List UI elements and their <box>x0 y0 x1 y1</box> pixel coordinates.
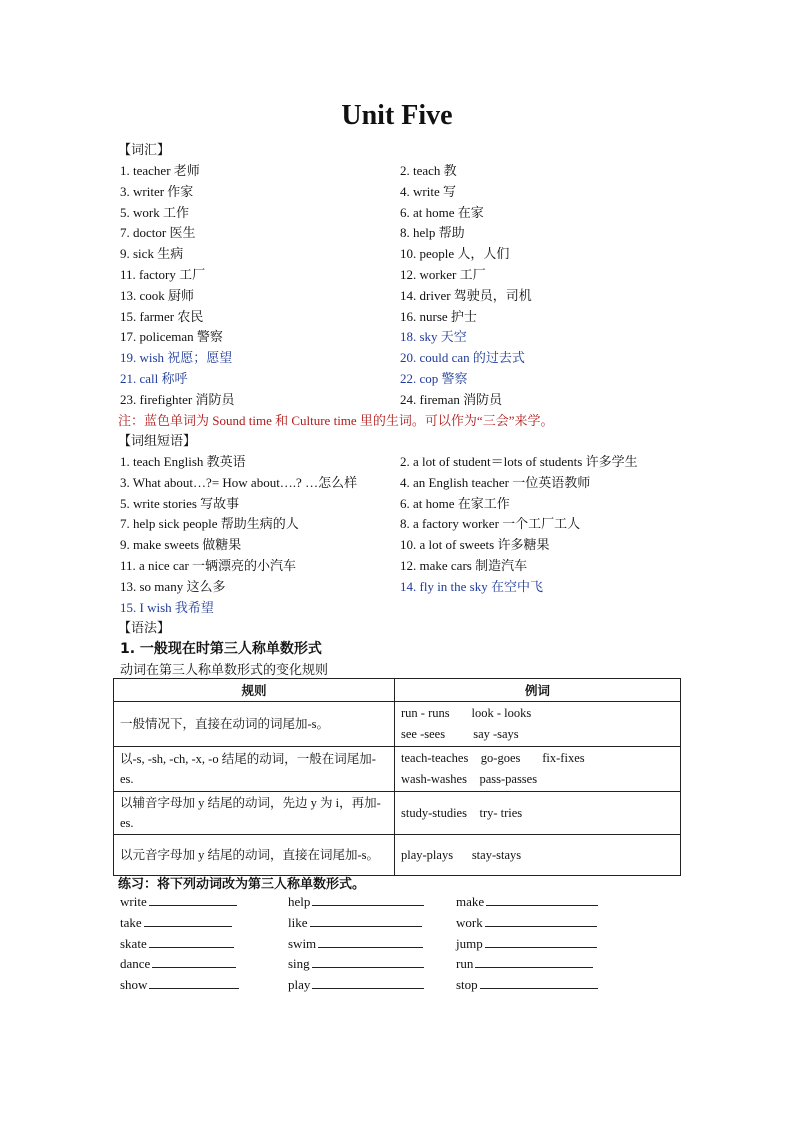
page-title: Unit Five <box>341 100 453 131</box>
phrase-item: 14. fly in the sky 在空中飞 <box>400 578 543 594</box>
practice-item <box>456 955 624 976</box>
rules-header-examples: 例词 <box>395 679 681 702</box>
answer-blank[interactable] <box>312 955 424 968</box>
phrase-item: 3. What about…?= How about….? …怎么样 <box>120 474 358 490</box>
vocab-item: 4. write 写 <box>400 183 456 199</box>
vocab-item: 14. driver 驾驶员，司机 <box>400 287 532 303</box>
practice-item <box>456 893 624 914</box>
answer-blank[interactable] <box>485 914 597 927</box>
practice-item <box>120 935 288 956</box>
vocab-item: 24. fireman 消防员 <box>400 391 503 407</box>
vocab-item: 12. worker 工厂 <box>400 266 486 282</box>
vocab-heading: 【词汇】 <box>118 143 171 158</box>
table-row <box>114 835 681 876</box>
vocab-item: 13. cook 厨师 <box>120 287 195 303</box>
phrase-heading: 【词组短语】 <box>118 434 197 449</box>
practice-word: swim <box>288 935 317 951</box>
practice-word: dance <box>120 956 151 972</box>
vocab-item: 2. teach 教 <box>400 163 457 178</box>
practice-item <box>120 955 288 976</box>
grammar-subtitle: 动词在第三人称单数形式的变化规则 <box>120 663 329 678</box>
phrase-item: 6. at home 在家工作 <box>400 495 510 511</box>
answer-blank[interactable] <box>318 935 423 948</box>
practice-item <box>288 935 456 956</box>
practice-item <box>288 914 456 935</box>
practice-word: play <box>288 977 311 993</box>
vocab-item: 23. firefighter 消防员 <box>120 391 235 407</box>
vocab-item: 9. sick 生病 <box>120 246 184 262</box>
practice-word: stop <box>456 977 478 993</box>
vocab-item: 22. cop 警察 <box>400 370 468 386</box>
answer-blank[interactable] <box>486 893 598 906</box>
answer-blank[interactable] <box>149 935 234 948</box>
practice-word: show <box>120 977 148 993</box>
practice-word: help <box>288 894 311 909</box>
rule-cell: 以元音字母加 y 结尾的动词，直接在词尾加-s。 <box>114 835 395 876</box>
rule-cell: 一般情况下，直接在动词的词尾加-s。 <box>114 702 395 747</box>
vocab-item: 16. nurse 护士 <box>400 308 477 324</box>
answer-blank[interactable] <box>310 914 422 927</box>
practice-item <box>288 955 456 976</box>
practice-word: skate <box>120 935 147 951</box>
phrase-item: 9. make sweets 做糖果 <box>120 537 242 553</box>
phrase-item: 15. I wish 我希望 <box>120 599 214 615</box>
phrase-item: 5. write stories 写故事 <box>120 495 240 511</box>
rule-cell: 以-s, -sh, -ch, -x, -o 结尾的动词，一般在词尾加-es. <box>114 747 395 792</box>
answer-blank[interactable] <box>152 955 236 968</box>
practice-word: jump <box>456 935 483 951</box>
practice-item <box>456 914 624 935</box>
vocab-item: 20. could can 的过去式 <box>400 350 525 366</box>
practice-item <box>120 976 288 997</box>
practice-list <box>120 893 620 997</box>
phrase-item: 11. a nice car 一辆漂亮的小汽车 <box>120 557 297 573</box>
table-row <box>114 702 681 747</box>
practice-word: run <box>456 956 474 972</box>
rules-header-rule: 规则 <box>114 679 395 702</box>
vocab-item: 11. factory 工厂 <box>120 266 206 282</box>
vocab-item: 21. call 称呼 <box>120 370 188 386</box>
phrase-item: 12. make cars 制造汽车 <box>400 557 528 573</box>
practice-word: take <box>120 914 142 930</box>
example-cell: play-plays stay-stays <box>395 835 681 876</box>
vocab-item: 1. teacher 老师 <box>120 163 200 178</box>
practice-word: sing <box>288 956 310 972</box>
grammar-title: 1. 一般现在时第三人称单数形式 <box>120 641 322 657</box>
table-row <box>114 792 681 835</box>
practice-item <box>288 976 456 997</box>
practice-word: make <box>456 894 485 909</box>
practice-word: write <box>120 894 147 909</box>
answer-blank[interactable] <box>312 976 424 989</box>
answer-blank[interactable] <box>480 976 598 989</box>
practice-item <box>120 893 288 914</box>
phrase-item: 8. a factory worker 一个工厂工人 <box>400 516 581 532</box>
vocab-item: 18. sky 天空 <box>400 329 467 345</box>
practice-title: 练习：将下列动词改为第三人称单数形式。 <box>118 877 366 892</box>
phrase-item: 13. so many 这么多 <box>120 578 226 594</box>
vocab-item: 10. people 人，人们 <box>400 246 510 262</box>
vocab-note: 注：蓝色单词为 Sound time 和 Culture time 里的生词。可以作为“三会”来学。 <box>118 413 554 428</box>
vocab-item: 5. work 工作 <box>120 204 189 220</box>
practice-item <box>456 976 624 997</box>
phrase-list <box>120 451 700 617</box>
answer-blank[interactable] <box>144 914 232 927</box>
phrase-item: 4. an English teacher 一位英语教师 <box>400 474 591 490</box>
vocab-item: 15. farmer 农民 <box>120 308 204 324</box>
vocab-item: 7. doctor 医生 <box>120 225 196 241</box>
table-row <box>114 747 681 792</box>
practice-item <box>456 935 624 956</box>
phrase-item: 1. teach English 教英语 <box>120 454 246 469</box>
vocab-item: 8. help 帮助 <box>400 225 465 241</box>
vocab-list <box>120 160 700 410</box>
rules-table <box>113 678 681 876</box>
answer-blank[interactable] <box>149 893 237 906</box>
phrase-item: 10. a lot of sweets 许多糖果 <box>400 537 550 553</box>
example-cell: run - runs look - looks see -sees say -says <box>395 702 681 747</box>
vocab-item: 19. wish 祝愿；愿望 <box>120 350 233 366</box>
vocab-item: 17. policeman 警察 <box>120 329 223 345</box>
rule-cell: 以辅音字母加 y 结尾的动词，先边 y 为 i，再加-es. <box>114 792 395 835</box>
example-cell: teach-teaches go-goes fix-fixes wash-washes pass-passes <box>395 747 681 792</box>
answer-blank[interactable] <box>485 935 597 948</box>
example-cell: study-studies try- tries <box>395 792 681 835</box>
answer-blank[interactable] <box>475 955 593 968</box>
practice-item <box>120 914 288 935</box>
practice-item <box>288 893 456 914</box>
answer-blank[interactable] <box>149 976 239 989</box>
phrase-item: 7. help sick people 帮助生病的人 <box>120 516 299 532</box>
practice-word: like <box>288 914 308 930</box>
practice-word: work <box>456 914 483 930</box>
phrase-item: 2. a lot of student＝lots of students 许多学生 <box>400 454 638 469</box>
vocab-item: 3. writer 作家 <box>120 183 194 199</box>
answer-blank[interactable] <box>312 893 424 906</box>
grammar-heading: 【语法】 <box>118 621 171 636</box>
vocab-item: 6. at home 在家 <box>400 204 484 220</box>
